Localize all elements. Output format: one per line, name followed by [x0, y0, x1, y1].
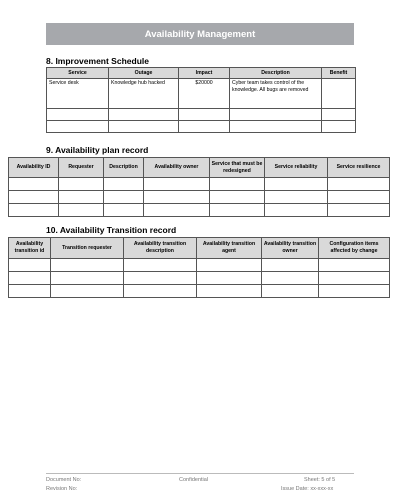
table-row — [9, 285, 390, 298]
column-header: Requester — [59, 158, 104, 178]
table-cell — [179, 121, 230, 133]
column-header: Availability ID — [9, 158, 59, 178]
column-header: Impact — [179, 68, 230, 79]
table-cell — [262, 285, 319, 298]
table-cell — [47, 109, 109, 121]
column-header: Availability transition owner — [262, 238, 319, 259]
table-cell — [319, 259, 390, 272]
table-cell — [262, 259, 319, 272]
table-cell — [59, 191, 104, 204]
table-cell — [210, 178, 265, 191]
table-cell — [328, 191, 390, 204]
table-row — [9, 259, 390, 272]
table-cell — [9, 272, 51, 285]
column-header: Description — [104, 158, 144, 178]
table-cell — [265, 178, 328, 191]
table-cell — [319, 272, 390, 285]
table-cell — [104, 204, 144, 217]
table-cell — [322, 79, 356, 109]
table-row — [9, 191, 390, 204]
table-cell — [9, 259, 51, 272]
availability-plan-heading: 9. Availability plan record — [46, 145, 149, 155]
sheet-number: Sheet: 5 of 5 — [304, 477, 336, 483]
table-cell — [47, 121, 109, 133]
column-header: Availability transition id — [9, 238, 51, 259]
table-cell — [230, 109, 322, 121]
table-cell — [262, 272, 319, 285]
table-cell — [109, 109, 179, 121]
column-header: Transition requester — [51, 238, 124, 259]
column-header: Outage — [109, 68, 179, 79]
column-header: Service — [47, 68, 109, 79]
table-cell — [179, 109, 230, 121]
availability-transition-heading: 10. Availability Transition record — [46, 225, 177, 235]
table-cell — [144, 204, 210, 217]
revision-number-label: Revision No: — [46, 486, 78, 492]
table-cell — [104, 178, 144, 191]
table-cell — [104, 191, 144, 204]
confidential-label: Confidential — [179, 477, 209, 483]
column-header: Availability transition description — [124, 238, 197, 259]
table-cell — [124, 272, 197, 285]
table-row — [9, 204, 390, 217]
table-cell — [328, 204, 390, 217]
table-cell — [9, 178, 59, 191]
table-cell — [59, 204, 104, 217]
table-cell — [210, 191, 265, 204]
issue-date: Issue Date: xx-xxx-xx — [281, 486, 334, 492]
table-cell — [319, 285, 390, 298]
table-cell: Cyber team takes control of the knowledge. All bugs are removed — [230, 79, 322, 109]
table-cell — [51, 272, 124, 285]
table-cell — [328, 178, 390, 191]
footer-divider — [46, 473, 354, 474]
table-row — [47, 121, 356, 133]
table-cell: Knowledge hub hacked — [109, 79, 179, 109]
column-header: Description — [230, 68, 322, 79]
column-header: Service that must be redesigned — [210, 158, 265, 178]
table-cell — [265, 191, 328, 204]
table-row — [9, 272, 390, 285]
table-cell — [51, 285, 124, 298]
improvement-schedule-table — [46, 67, 356, 133]
table-row — [9, 178, 390, 191]
document-number-label: Document No: — [46, 477, 82, 483]
table-cell — [144, 191, 210, 204]
availability-plan-table — [8, 157, 390, 217]
table-cell — [9, 285, 51, 298]
table-cell — [265, 204, 328, 217]
table-row — [47, 109, 356, 121]
table-cell — [59, 178, 104, 191]
table-cell — [230, 121, 322, 133]
column-header: Benefit — [322, 68, 356, 79]
table-cell — [124, 259, 197, 272]
table-cell: $20000 — [179, 79, 230, 109]
table-cell — [124, 285, 197, 298]
table-cell — [322, 121, 356, 133]
table-cell — [197, 285, 262, 298]
table-cell — [197, 272, 262, 285]
table-cell — [144, 178, 210, 191]
table-cell — [9, 204, 59, 217]
column-header: Configuration items affected by change — [319, 238, 390, 259]
table-cell — [109, 121, 179, 133]
table-cell — [322, 109, 356, 121]
table-cell — [210, 204, 265, 217]
column-header: Service reliability — [265, 158, 328, 178]
column-header: Availability owner — [144, 158, 210, 178]
column-header: Availability transition agent — [197, 238, 262, 259]
table-row — [47, 79, 356, 109]
availability-transition-table — [8, 237, 390, 298]
table-cell — [51, 259, 124, 272]
page-title: Availability Management — [46, 23, 354, 45]
improvement-schedule-heading: 8. Improvement Schedule — [46, 56, 149, 66]
column-header: Service resilience — [328, 158, 390, 178]
table-cell — [197, 259, 262, 272]
table-cell — [9, 191, 59, 204]
table-cell: Service desk — [47, 79, 109, 109]
